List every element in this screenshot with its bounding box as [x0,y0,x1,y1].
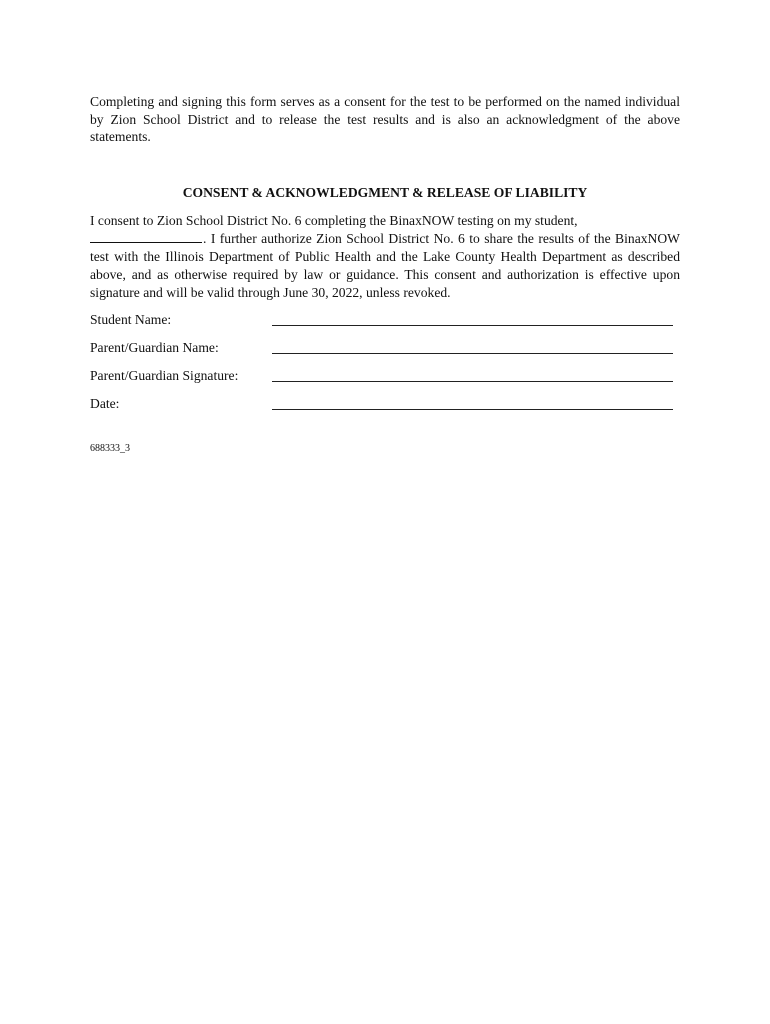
intro-paragraph: Completing and signing this form serves as a consent for the test to be performed on the named individual by Zion School District and to release the test results and is also an acknowledgment of the above statements. [90,94,680,144]
consent-body-text: . I further authorize Zion School District No. 6 to share the results of the BinaxNOW test with the Illinois Department of Public Health and the Lake County Health Department as described above, and as otherwise required by law or guidance. This consent and authorization is effective upon signature and will be valid through June 30, 2022, unless revoked. [90,230,680,300]
guardian-name-label: Parent/Guardian Name: [90,340,219,355]
guardian-signature-label: Parent/Guardian Signature: [90,368,239,383]
document-id: 688333_3 [90,443,130,454]
field-row-student-name [90,311,680,329]
consent-paragraph [90,212,680,302]
field-row-date [90,395,680,413]
date-label: Date: [90,396,120,411]
guardian-name-line[interactable] [272,353,673,354]
student-name-inline-blank[interactable] [90,230,202,243]
guardian-signature-line[interactable] [272,381,673,382]
section-heading: CONSENT & ACKNOWLEDGMENT & RELEASE OF LIABILITY [182,185,588,200]
field-row-guardian-signature [90,367,680,385]
date-line[interactable] [272,409,673,410]
field-row-guardian-name [90,339,680,357]
student-name-line[interactable] [272,325,673,326]
student-name-label: Student Name: [90,312,172,327]
consent-lead-text: I consent to Zion School District No. 6 completing the BinaxNOW testing on my student, [90,213,578,228]
